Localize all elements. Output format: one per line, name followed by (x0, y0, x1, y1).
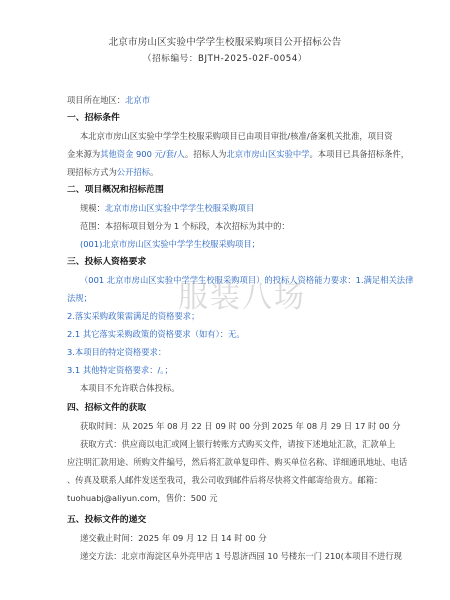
section-2-scale (80, 203, 254, 214)
page-title: 北京市房山区实验中学学生校服采购项目公开招标公告 (108, 37, 342, 48)
text-fragment: 。本项目已具备招标条件， (309, 149, 410, 159)
section-2-heading: 二、项目概况和招标范围 (67, 185, 164, 195)
section-1-line-1: 本北京市房山区实验中学学生校服采购项目已由项目审批/核准/备案机关批准，项目资 (80, 131, 393, 141)
section-2-lot: (001)北京市房山区实验中学学生校服采购项目； (80, 239, 260, 249)
section-1-heading: 一、招标条件 (67, 113, 120, 123)
funding-source: 其他资金 900 元/套/人 (100, 149, 185, 159)
section-4-heading: 四、招标文件的获取 (67, 403, 147, 413)
section-3-heading: 三、投标人资格要求 (67, 257, 147, 267)
section-2-scope: 范围：本招标项目划分为 1 个标段，本次招标为其中的： (80, 221, 290, 231)
section-4-line-1: 获取时间：从 2025 年 08 月 22 日 09 时 00 分到 2025 年 08 月 29 日 17 时 00 分 (80, 421, 401, 431)
section-3-line-1: （001 北京市房山区实验中学学生校服采购项目）的投标人资格能力要求：1.满足相关法律 (80, 275, 414, 285)
text-fragment: 。招标人为 (184, 149, 227, 159)
tenderer-name: 北京市房山区实验中学 (226, 149, 310, 159)
tender-method: 公开招标 (116, 167, 150, 177)
text-fragment: 现招标方式为 (67, 167, 117, 177)
text-fragment: 金来源为 (67, 149, 101, 159)
region-label: 项目所在地区： (67, 95, 126, 105)
section-4-line-4: 、传真及联系人邮件发送至我司，我公司收到邮件后将尽快将文件邮寄给贵方。邮箱： (67, 475, 383, 485)
section-1-line-2 (67, 149, 409, 160)
section-3-line-7: 本项目不允许联合体投标。 (80, 383, 180, 393)
section-4-line-3: 应注明汇款用途、所购文件编号，然后将汇款单复印件、购买单位名称、详细通讯地址、电话 (67, 457, 408, 467)
section-3-line-4: 2.1 其它落实采购政策的资格要求（如有）：无。 (67, 329, 245, 339)
region-line (67, 95, 150, 106)
watermark-text: 服装八场 (178, 280, 306, 315)
section-5-line-2: 递交方法：北京市海淀区阜外亮甲店 1 号恩济西园 10 号楼东一门 210(本项目不进行现 (80, 551, 402, 561)
text-fragment: 规模： (80, 203, 105, 213)
section-3-line-6: 3.1 其他特定资格要求：/。； (67, 365, 173, 375)
section-4-line-5: tuohuabj@aliyun.com，售价：500 元 (67, 493, 218, 503)
text-fragment: 。 (150, 167, 159, 177)
section-3-line-2: 法规； (67, 293, 92, 303)
section-4-line-2: 获取方式：供应商以电汇或网上银行转账方式购买文件，请按下述地址汇款，汇款单上 (80, 439, 396, 449)
tender-code: （招标编号：BJTH-2025-02F-0054） (142, 54, 308, 64)
section-3-line-5: 3.本项目的特定资格要求： (67, 347, 167, 357)
scale-value: 北京市房山区实验中学学生校服采购项目 (104, 203, 255, 213)
section-1-line-3 (67, 167, 158, 178)
section-3-line-3: 2.落实采购政策需满足的资格要求； (67, 311, 200, 321)
section-5-heading: 五、投标文件的递交 (67, 515, 147, 525)
section-5-line-1: 递交截止时间：2025 年 09 月 12 日 14 时 00 分 (80, 533, 267, 543)
region-value: 北京市 (125, 95, 150, 105)
